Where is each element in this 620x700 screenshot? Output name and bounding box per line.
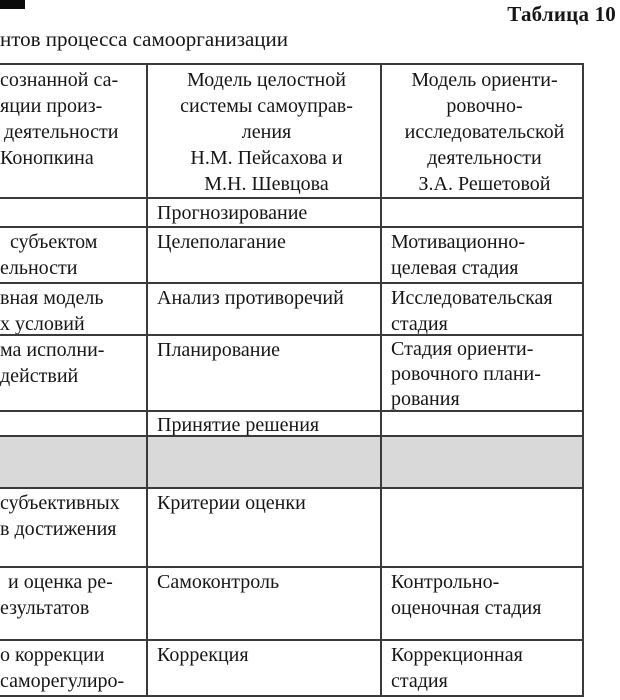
cell-line: субъективных xyxy=(0,492,120,514)
header-col3-reshetova-model xyxy=(382,65,584,199)
cell-planning xyxy=(148,336,382,412)
header-line: системы самоуправ- xyxy=(180,95,353,117)
cell-line: Анализ противоречий xyxy=(157,287,344,309)
cell-line: ма исполни- xyxy=(0,339,105,361)
cell-line: действий xyxy=(0,365,79,387)
cell-line: стадия xyxy=(391,670,448,692)
cell-line: Контрольно- xyxy=(391,571,500,593)
cell-motivational-stage xyxy=(382,228,584,284)
cell-line: Целеполагание xyxy=(157,231,286,253)
cell-fragment xyxy=(0,641,148,697)
table-number-label: Таблица 10 xyxy=(507,2,616,26)
cell-empty xyxy=(0,199,148,228)
cell-line: ровочного плани- xyxy=(391,363,541,385)
cell-empty xyxy=(0,412,148,437)
cell-line: субъектом xyxy=(10,231,98,253)
cropped-print-artifact xyxy=(0,0,25,9)
cell-line: саморегулиро- xyxy=(0,670,125,692)
cell-shaded-empty xyxy=(0,437,148,489)
header-line: Модель ориенти- xyxy=(411,69,558,91)
cell-line: Исследовательская xyxy=(391,287,553,309)
table-caption-fragment: нтов процесса самоорганизации xyxy=(0,27,289,51)
cell-line: Самоконтроль xyxy=(157,571,280,593)
cell-line: в достижения xyxy=(0,518,117,540)
cell-empty xyxy=(382,489,584,568)
header-line: сознанной са- xyxy=(0,69,119,91)
header-line: ровочно- xyxy=(446,95,523,117)
cell-fragment xyxy=(0,336,148,412)
header-line: Модель целостной xyxy=(187,69,346,91)
cell-line: Планирование xyxy=(157,339,281,361)
header-col1-konopkin-model xyxy=(0,65,148,199)
cell-decision-making xyxy=(148,412,382,437)
cell-control-evaluation-stage xyxy=(382,568,584,641)
cell-line: Прогнозирование xyxy=(157,202,308,224)
cell-self-control xyxy=(148,568,382,641)
cell-fragment xyxy=(0,489,148,568)
header-col2-peisakhov-model xyxy=(148,65,382,199)
cell-fragment xyxy=(0,228,148,284)
cell-line: Принятие решения xyxy=(157,414,320,436)
cell-line: Коррекционная xyxy=(391,644,523,666)
cell-line: Критерии оценки xyxy=(157,492,306,514)
cell-empty xyxy=(382,199,584,228)
cell-line: стадия xyxy=(391,313,448,335)
header-line: М.Н. Шевцова xyxy=(204,173,329,195)
cell-line: рования xyxy=(391,388,460,410)
cell-forecasting xyxy=(148,199,382,228)
cell-line: целевая стадия xyxy=(391,257,519,279)
cell-fragment xyxy=(0,568,148,641)
cell-empty xyxy=(382,412,584,437)
cell-fragment xyxy=(0,284,148,336)
header-line: ления xyxy=(241,121,292,143)
cell-line: Коррекция xyxy=(157,644,249,666)
cell-goal-setting xyxy=(148,228,382,284)
comparison-table xyxy=(0,63,584,697)
cell-line: Мотивационно- xyxy=(391,231,525,253)
header-line: исследовательской xyxy=(404,121,565,143)
cell-line: езультатов xyxy=(0,597,90,619)
cell-line: вная модель xyxy=(0,287,104,309)
cell-line: и оценка ре- xyxy=(8,571,113,593)
cell-correction-stage xyxy=(382,641,584,697)
cell-shaded-empty xyxy=(382,437,584,489)
header-line: Конопкина xyxy=(0,147,94,169)
cell-evaluation-criteria xyxy=(148,489,382,568)
cell-orientation-planning-stage xyxy=(382,336,584,412)
cell-line: оценочная стадия xyxy=(391,597,542,619)
cell-correction xyxy=(148,641,382,697)
header-line: деятельности xyxy=(4,121,119,143)
header-line: деятельности xyxy=(427,147,542,169)
header-line: яции произ- xyxy=(0,95,103,117)
cell-line: ельности xyxy=(0,257,78,279)
cell-line: о коррекции xyxy=(0,644,105,666)
header-line: Н.М. Пейсахова и xyxy=(190,147,343,169)
cell-shaded-empty xyxy=(148,437,382,489)
header-line: З.А. Решетовой xyxy=(418,173,551,195)
cell-line: х условий xyxy=(0,313,85,335)
cell-research-stage xyxy=(382,284,584,336)
cell-line: Стадия ориенти- xyxy=(391,338,534,360)
cell-contradiction-analysis xyxy=(148,284,382,336)
